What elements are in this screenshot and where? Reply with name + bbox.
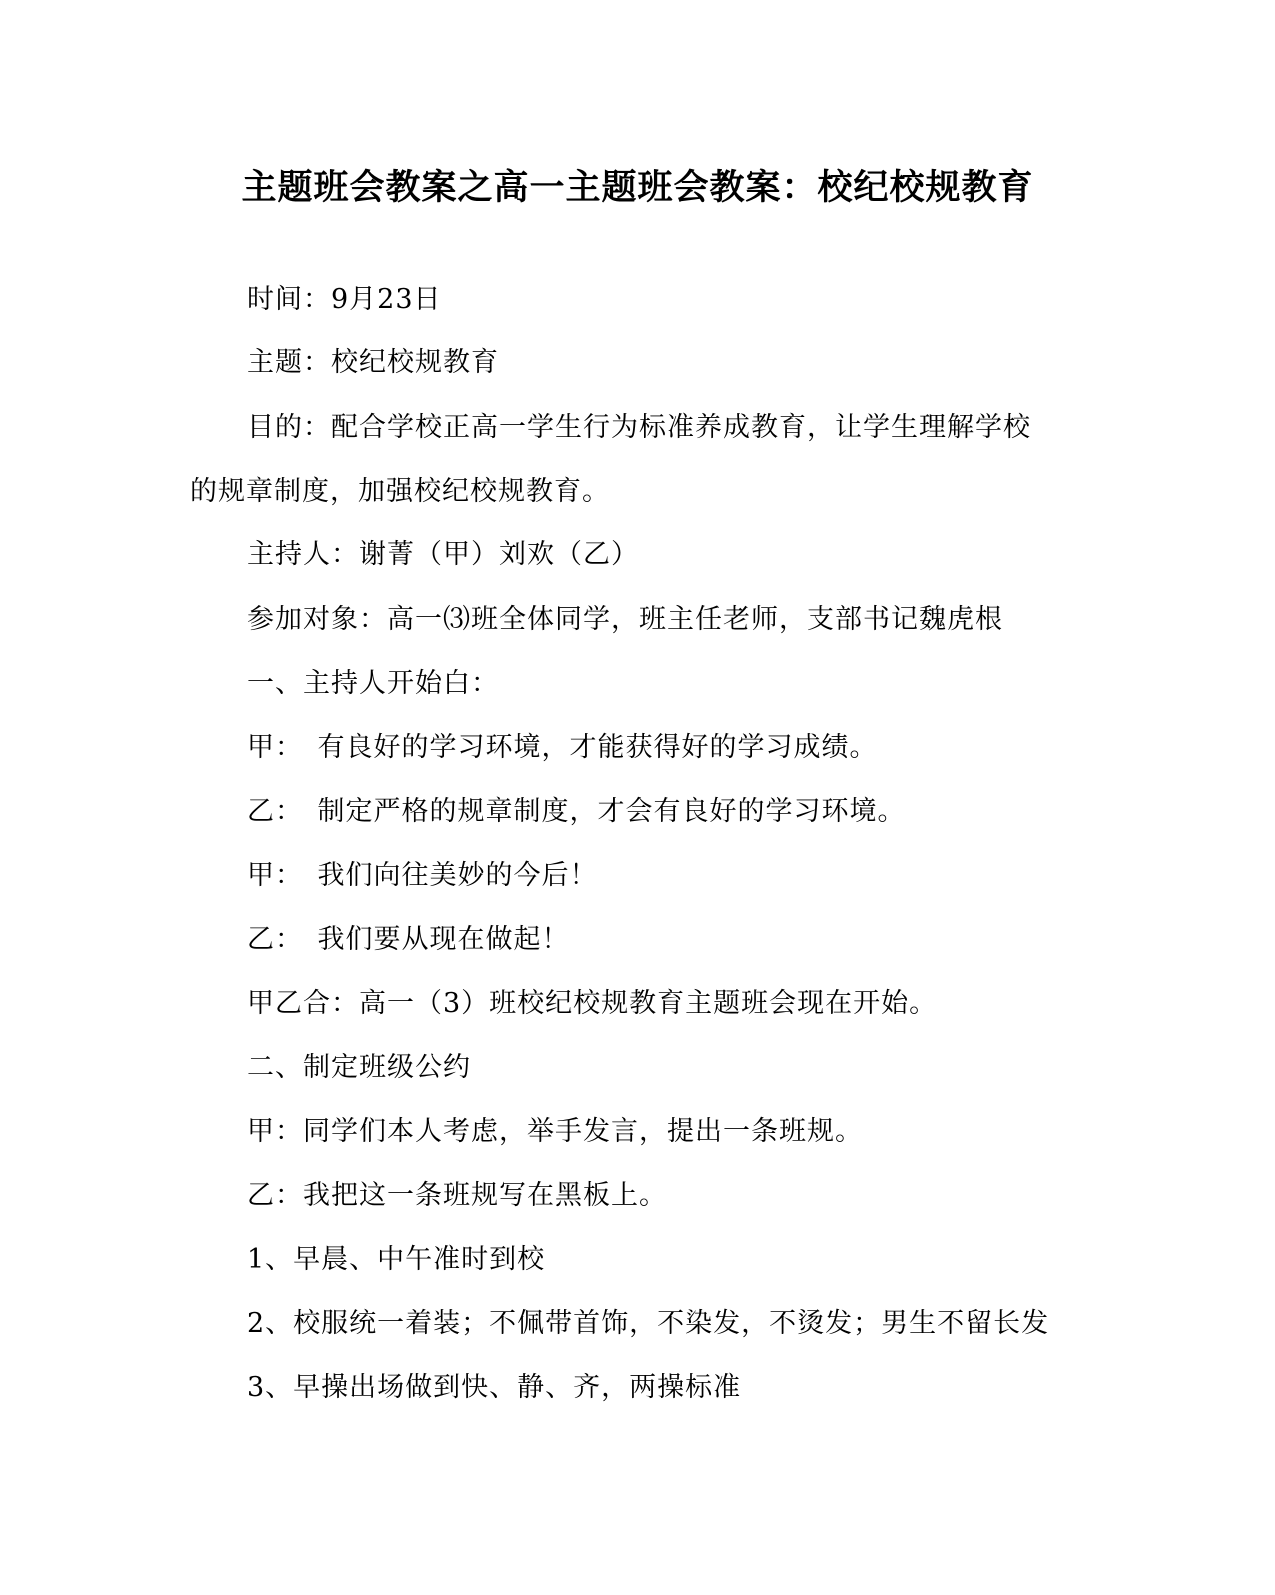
participants-line: 参加对象：高一⑶班全体同学，班主任老师，支部书记魏虎根	[247, 604, 1003, 635]
purpose-line-continued: 的规章制度，加强校纪校规教育。	[190, 476, 610, 507]
section-heading-opening: 一、主持人开始白：	[247, 668, 499, 699]
rule-item: 2、校服统一着装；不佩带首饰，不染发，不烫发；男生不留长发	[247, 1308, 1050, 1339]
dialogue-line: 乙：我把这一条班规写在黑板上。	[247, 1180, 667, 1211]
time-line: 时间：9月23日	[247, 284, 442, 315]
dialogue-line: 甲： 我们向往美妙的今后！	[247, 860, 598, 891]
theme-line: 主题：校纪校规教育	[247, 347, 499, 378]
document-title: 主题班会教案之高一主题班会教案：校纪校规教育	[241, 167, 1034, 208]
rule-item: 3、早操出场做到快、静、齐，两操标准	[247, 1372, 742, 1403]
dialogue-line: 甲乙合：高一（3）班校纪校规教育主题班会现在开始。	[247, 988, 938, 1019]
dialogue-line: 甲：同学们本人考虑，举手发言，提出一条班规。	[247, 1116, 863, 1147]
dialogue-line: 乙： 我们要从现在做起！	[247, 924, 570, 955]
dialogue-line: 甲： 有良好的学习环境，才能获得好的学习成绩。	[247, 732, 878, 763]
dialogue-line: 乙： 制定严格的规章制度，才会有良好的学习环境。	[247, 796, 906, 827]
rule-item: 1、早晨、中午准时到校	[247, 1244, 546, 1275]
purpose-line: 目的：配合学校正高一学生行为标准养成教育，让学生理解学校	[247, 412, 1031, 443]
host-line: 主持人：谢菁（甲）刘欢（乙）	[247, 539, 639, 570]
section-heading-class-rules: 二、制定班级公约	[247, 1052, 471, 1083]
